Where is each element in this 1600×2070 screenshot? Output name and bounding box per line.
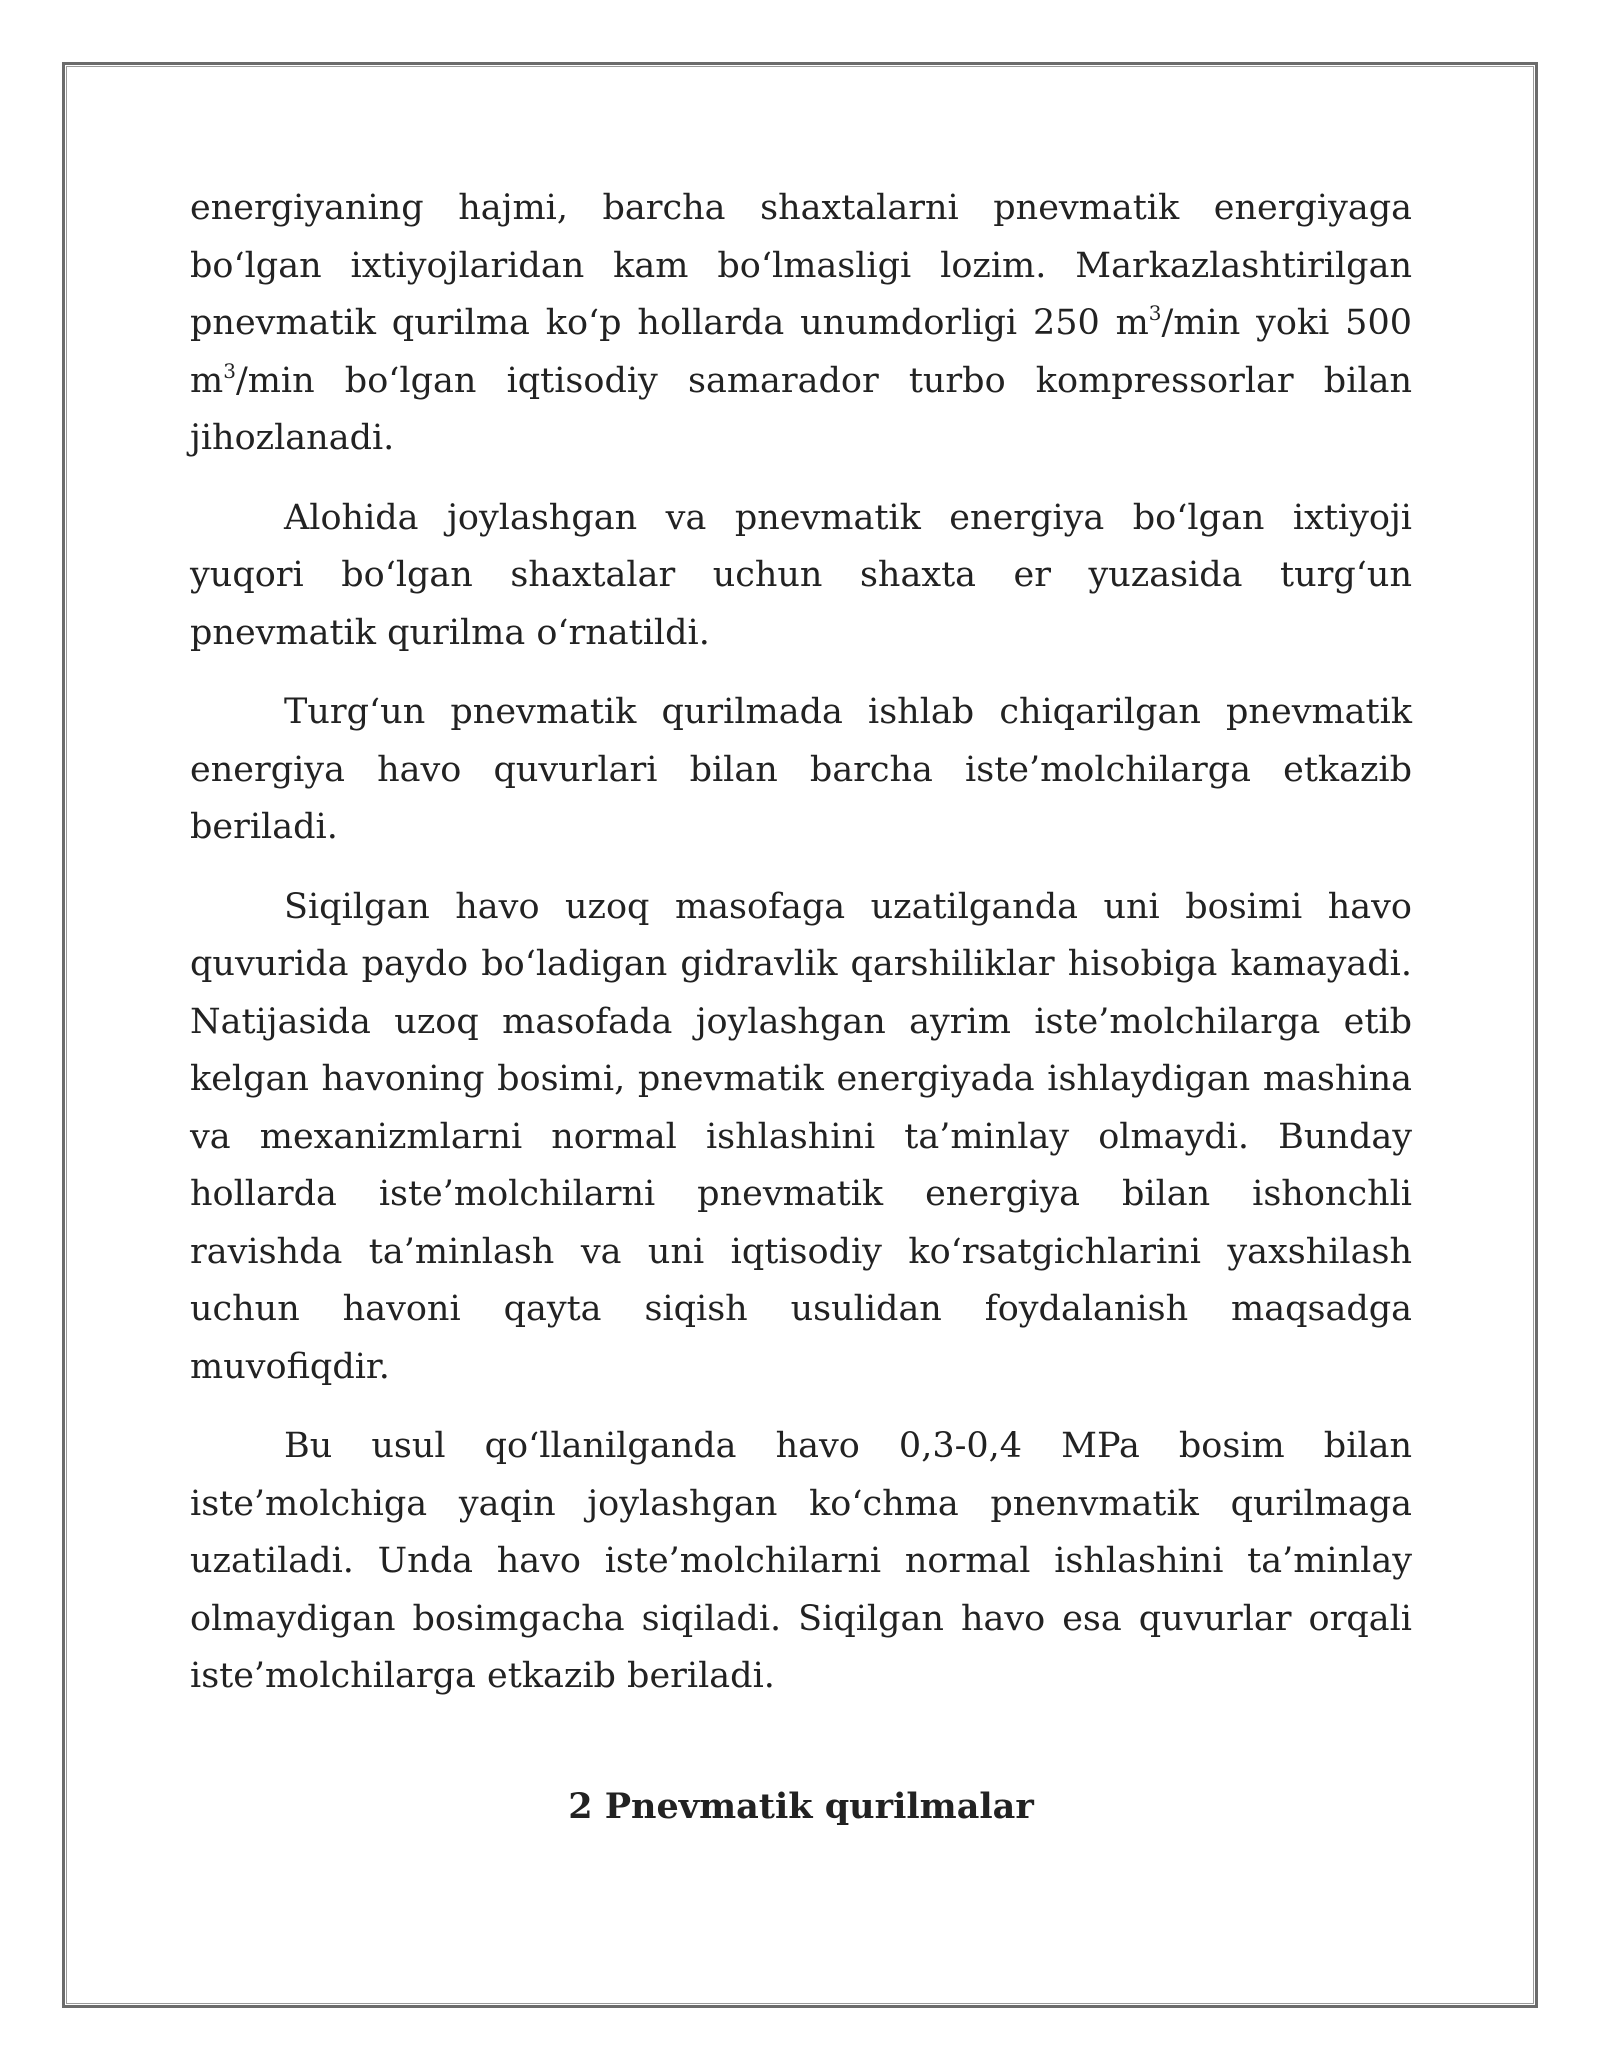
paragraph-4: Siqilgan havo uzoq masofaga uzatilganda uni bosimi havo quvurida paydo bo‘ladigan gidravlik qarshiliklar hisobiga kamayadi. Natijasida uzoq masofada joylashgan ayrim iste’molchilarga etib kelgan havoning bosimi, pnevmatik energiyada ishlaydigan mashina va mexanizmlarni normal ishlashini ta’minlay olmaydi. Bunday hollarda iste’molchilarni pnevmatik energiya bilan ishonchli ravishda ta’minlash va uni iqtisodiy ko‘rsatgichlarini yaxshilash uchun havoni qayta siqish usulidan foydalanish maqsadga muvofiqdir. — [190, 886, 1412, 1387]
section-heading: 2 Pnevmatik qurilmalar — [568, 1785, 1034, 1827]
paragraph-1-text-c: /min bo‘lgan iqtisodiy samarador turbo kompressorlar bilan jihozlanadi. — [190, 360, 1412, 458]
paragraph-5: Bu usul qo‘llanilganda havo 0,3-0,4 MPa bosim bilan iste’molchiga yaqin joylashgan ko‘chma pnenvmatik qurilmaga uzatiladi. Unda havo iste’molchilarni normal ishlashini ta’minlay olmaydigan bosimgacha siqiladi. Siqilgan havo esa quvurlar orqali iste’molchilarga etkazib beriladi. — [190, 1426, 1412, 1696]
paragraph-1 — [190, 180, 1412, 468]
paragraph-1-text-b: /min yoki 500 m — [190, 303, 1412, 401]
paragraph-1-text-a: energiyaning hajmi, barcha shaxtalarni pnevmatik energiyaga bo‘lgan ixtiyojlaridan kam bo‘lmasligi lozim. Markazlashtirilgan pnevmatik qurilma ko‘p hollarda unumdorligi 250 m — [190, 188, 1412, 343]
paragraph-3: Turg‘un pnevmatik qurilmada ishlab chiqarilgan pnevmatik energiya havo quvurlari bilan barcha iste’molchilarga etkazib beriladi. — [190, 692, 1412, 847]
paragraph-2: Alohida joylashgan va pnevmatik energiya bo‘lgan ixtiyoji yuqori bo‘lgan shaxtalar uchun shaxta er yuzasida turg‘un pnevmatik qurilma o‘rnatildi. — [190, 497, 1412, 653]
superscript-cubic-1: 3 — [1148, 301, 1162, 325]
superscript-cubic-2: 3 — [223, 358, 236, 383]
document-body — [190, 180, 1412, 1835]
